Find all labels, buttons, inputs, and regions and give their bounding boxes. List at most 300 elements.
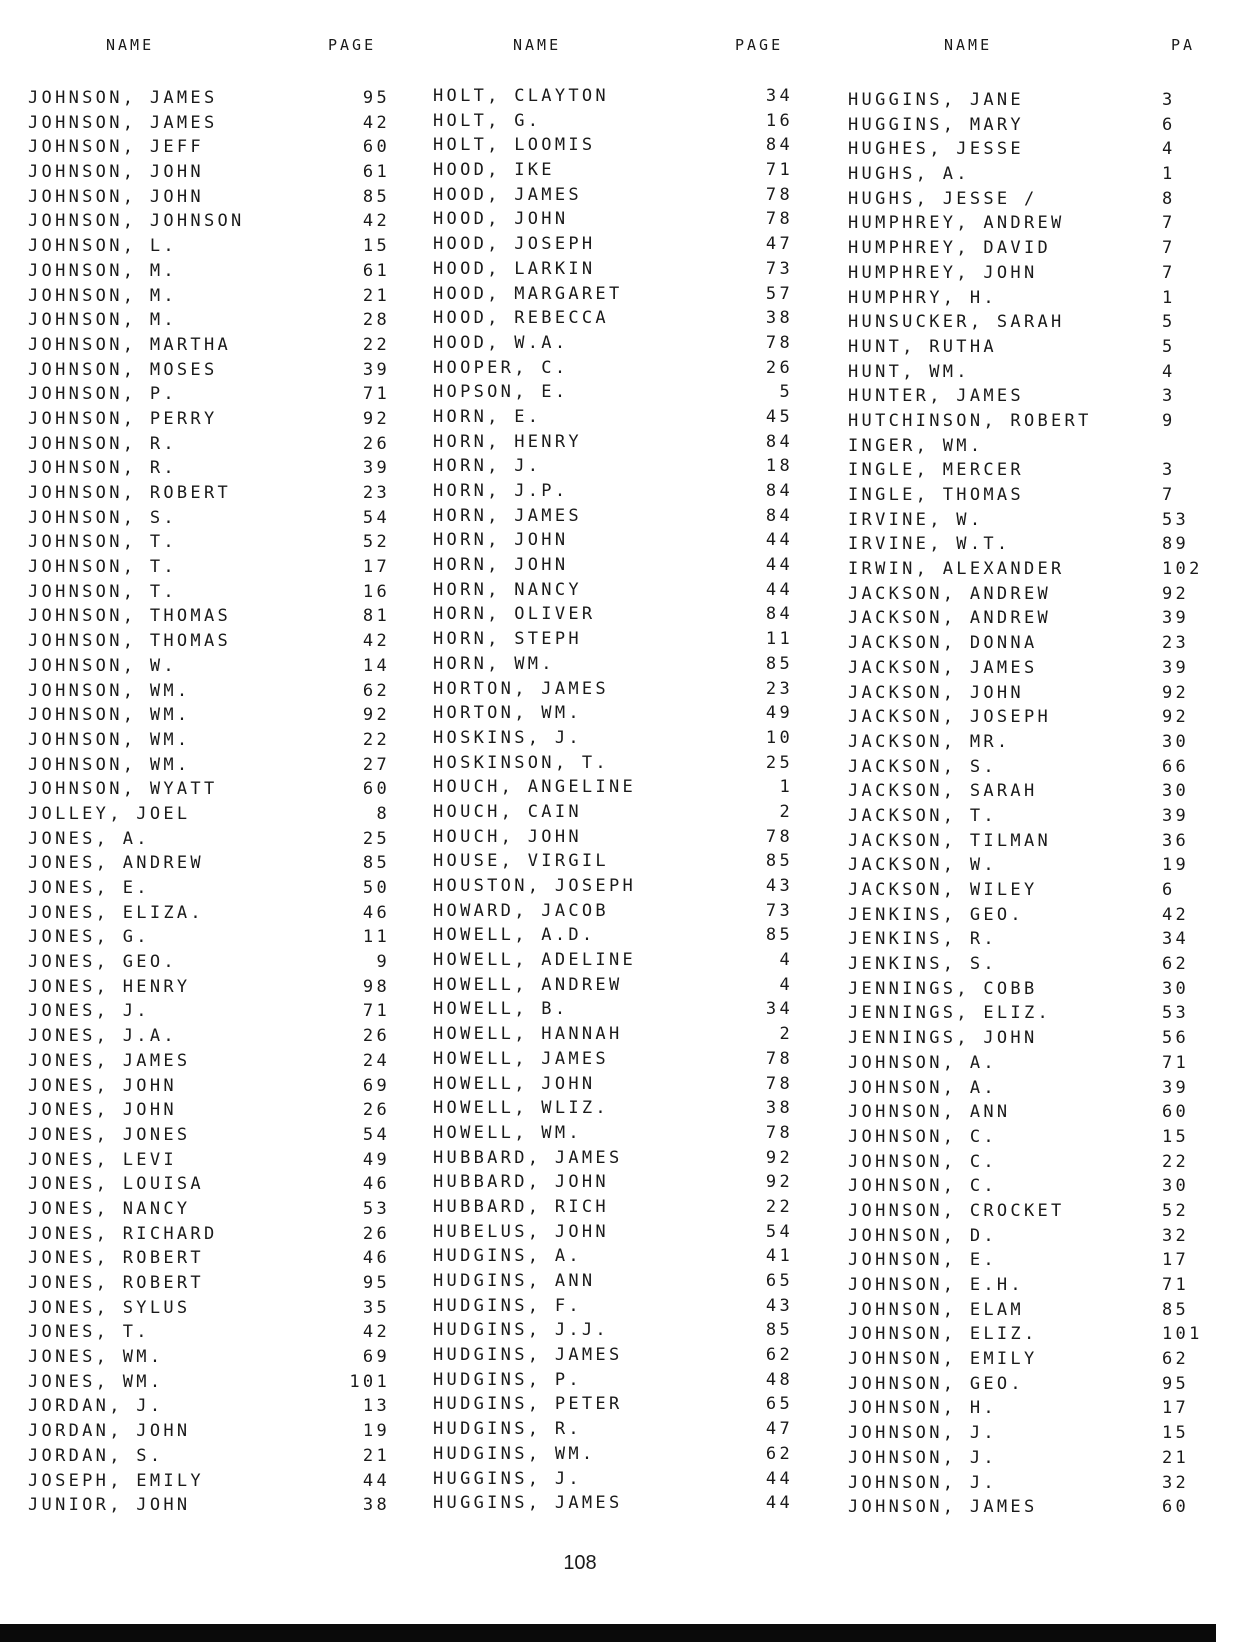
entry-page: 84	[765, 135, 793, 156]
entry-page: 32	[1162, 1225, 1190, 1246]
entry-page: 9	[376, 952, 390, 973]
entry-name: HOWELL, A.D.	[433, 925, 596, 946]
entry-page: 71	[765, 160, 793, 181]
entry-name: HUDGINS, ANN	[433, 1271, 596, 1291]
entry-page: 3	[1162, 386, 1176, 407]
entry-page: 39	[1162, 608, 1190, 629]
entry-page: 85	[362, 186, 390, 207]
entry-page: 46	[362, 902, 390, 923]
entry-name: HOWELL, ANDREW	[433, 974, 623, 995]
entry-name: HUGGINS, JAMES	[433, 1493, 623, 1514]
page-header: PA	[1171, 36, 1196, 54]
entry-page: 43	[765, 876, 793, 896]
entry-name: JACKSON, W.	[848, 855, 997, 876]
entry-page: 61	[362, 260, 390, 281]
entry-name: HOWELL, WLIZ.	[433, 1098, 609, 1119]
entry-name: JENKINS, R.	[848, 929, 997, 950]
entry-page: 60	[1162, 1497, 1190, 1518]
entry-name: JONES, HENRY	[28, 976, 191, 997]
entry-name: HUBBARD, JOHN	[433, 1172, 609, 1193]
entry-page: 92	[765, 1147, 793, 1168]
entry-page: 3	[1162, 460, 1176, 481]
entry-page: 47	[765, 234, 793, 255]
entry-page: 95	[362, 1273, 390, 1293]
entry-page: 53	[362, 1198, 390, 1219]
entry-page: 42	[362, 631, 390, 652]
entry-name: HUMPHREY, DAVID	[848, 238, 1052, 259]
entry-name: JOHNSON, S.	[28, 507, 177, 528]
entry-name: JOHNSON, JEFF	[28, 137, 204, 158]
entry-page: 44	[765, 579, 793, 600]
entry-page: 27	[362, 754, 390, 775]
entry-name: JACKSON, DONNA	[848, 633, 1038, 654]
entry-page: 49	[362, 1149, 390, 1170]
entry-name: JONES, A.	[28, 828, 150, 849]
entry-page: 38	[765, 308, 793, 329]
entry-name: HUNTER, JAMES	[848, 386, 1024, 407]
entry-name: HORN, J.P.	[433, 481, 569, 501]
entry-name: JONES, LOUISA	[28, 1174, 204, 1195]
entry-name: HOUSE, VIRGIL	[433, 851, 609, 872]
entry-page: 85	[765, 1320, 793, 1341]
entry-name: HUGGINS, J.	[433, 1468, 582, 1489]
entry-name: JOHNSON, WYATT	[28, 779, 218, 800]
entry-page: 21	[1162, 1447, 1190, 1468]
entry-name: HUNT, WM.	[848, 361, 970, 382]
scan-border	[0, 1624, 1216, 1642]
entry-name: JOHNSON, ROBERT	[28, 483, 232, 503]
entry-name: JOHNSON, T.	[28, 557, 177, 578]
entry-page: 85	[362, 853, 390, 874]
entry-page: 24	[362, 1050, 390, 1071]
entry-name: JORDAN, JOHN	[28, 1421, 191, 1442]
entry-name: JACKSON, TILMAN	[848, 830, 1052, 851]
entry-page: 60	[362, 779, 390, 800]
entry-page: 71	[1162, 1052, 1190, 1073]
entry-name: JORDAN, S.	[28, 1445, 164, 1466]
entry-page: 22	[1162, 1151, 1190, 1172]
entry-name: JOHNSON, R.	[28, 433, 177, 454]
entry-page: 16	[765, 110, 793, 131]
entry-page: 98	[362, 976, 390, 997]
entry-page: 73	[765, 258, 793, 279]
entry-page: 62	[765, 1443, 793, 1464]
entry-page: 1	[1162, 164, 1176, 185]
entry-name: HOWARD, JACOB	[433, 900, 609, 921]
entry-name: JOHNSON, W.	[28, 655, 177, 676]
entry-name: HUDGINS, R.	[433, 1419, 582, 1440]
entry-page: 22	[362, 334, 390, 355]
entry-name: HUGHS, A.	[848, 164, 970, 185]
entry-name: JACKSON, JAMES	[848, 657, 1038, 678]
entry-page: 43	[765, 1295, 793, 1316]
entry-page: 95	[362, 88, 390, 108]
entry-name: HUNT, RUTHA	[848, 336, 997, 357]
entry-page: 46	[362, 1248, 390, 1269]
entry-page: 46	[362, 1174, 390, 1195]
entry-page: 78	[765, 1073, 793, 1094]
entry-name: JENKINS, GEO.	[848, 904, 1024, 925]
entry-page: 71	[362, 384, 390, 405]
entry-page: 44	[765, 1468, 793, 1489]
entry-page: 26	[362, 433, 390, 454]
entry-page: 30	[1162, 781, 1190, 802]
entry-page: 7	[1162, 238, 1176, 259]
entry-page: 15	[1162, 1423, 1190, 1444]
entry-name: HUDGINS, F.	[433, 1295, 582, 1316]
entry-name: HORN, E.	[433, 406, 542, 427]
entry-name: JACKSON, ANDREW	[848, 583, 1052, 604]
entry-page: 42	[362, 1322, 390, 1343]
entry-page: 57	[765, 283, 793, 304]
entry-page: 11	[362, 927, 390, 948]
entry-page: 26	[362, 1223, 390, 1244]
entry-page: 16	[362, 581, 390, 602]
entry-page: 18	[765, 456, 793, 477]
entry-page: 42	[362, 211, 390, 232]
entry-page: 19	[362, 1421, 390, 1442]
entry-name: HUGHS, JESSE /	[848, 188, 1038, 209]
entry-page: 48	[765, 1369, 793, 1390]
entry-page: 4	[1162, 361, 1176, 382]
entry-name: JOHNSON, JOHN	[28, 186, 204, 207]
entry-name: JONES, J.	[28, 1001, 150, 1022]
entry-name: JACKSON, SARAH	[848, 781, 1038, 802]
entry-page: 54	[362, 1124, 390, 1145]
entry-page: 34	[1162, 929, 1190, 950]
entry-name: INGLE, MERCER	[848, 460, 1024, 481]
entry-page: 1	[779, 777, 793, 798]
entry-name: JOHNSON, WM.	[28, 705, 191, 726]
entry-name: JENNINGS, JOHN	[848, 1028, 1038, 1049]
entry-name: INGLE, THOMAS	[848, 485, 1024, 505]
page-header: PAGE	[735, 36, 784, 54]
entry-name: JOHNSON, M.	[28, 260, 177, 281]
entry-name: JENKINS, S.	[848, 954, 997, 975]
entry-page: 7	[1162, 262, 1176, 283]
entry-page: 49	[765, 703, 793, 724]
entry-page: 5	[1162, 312, 1176, 333]
entry-name: HUBBARD, JAMES	[433, 1147, 623, 1168]
entry-name: HOLT, G.	[433, 110, 542, 131]
entry-name: JOHNSON, C.	[848, 1126, 997, 1147]
entry-page: 62	[362, 680, 390, 701]
entry-name: HUDGINS, PETER	[433, 1394, 623, 1415]
entry-name: HOWELL, ADELINE	[433, 950, 637, 971]
entry-name: JACKSON, MR.	[848, 731, 1011, 752]
entry-name: HORTON, JAMES	[433, 678, 609, 699]
entry-page: 44	[765, 1493, 793, 1514]
entry-page: 89	[1162, 534, 1190, 555]
entry-name: JACKSON, JOSEPH	[848, 707, 1052, 728]
entry-page: 54	[362, 507, 390, 528]
index-column-1	[28, 36, 390, 1516]
entry-name: HOOD, REBECCA	[433, 308, 609, 329]
page-header: PAGE	[328, 36, 377, 54]
entry-page: 62	[765, 1345, 793, 1366]
entry-name: HORN, STEPH	[433, 629, 582, 650]
entry-name: HUBBARD, RICH	[433, 1196, 609, 1217]
entry-page: 25	[362, 828, 390, 849]
entry-name: JOHNSON, A.	[848, 1052, 997, 1073]
entry-page: 15	[1162, 1126, 1190, 1147]
entry-page: 23	[765, 678, 793, 699]
entry-name: JOHNSON, ELAM	[848, 1299, 1024, 1320]
entry-name: JOHNSON, P.	[28, 384, 177, 405]
entry-name: JOHNSON, JAMES	[28, 88, 218, 108]
entry-page: 2	[779, 801, 793, 822]
entry-name: HOUSTON, JOSEPH	[433, 876, 637, 896]
entry-name: JOHNSON, JAMES	[848, 1497, 1038, 1518]
entry-name: JOHNSON, EMILY	[848, 1349, 1038, 1370]
entry-name: JONES, J.A.	[28, 1026, 177, 1047]
entry-name: HORN, JOHN	[433, 555, 569, 576]
entry-name: JONES, LEVI	[28, 1149, 177, 1170]
entry-name: JOHNSON, L.	[28, 236, 177, 257]
entry-page: 17	[362, 557, 390, 578]
entry-page: 45	[765, 406, 793, 427]
entry-name: JONES, JONES	[28, 1124, 191, 1145]
entry-page: 5	[1162, 336, 1176, 357]
entry-name: HOUCH, JOHN	[433, 826, 582, 847]
entry-page: 92	[362, 408, 390, 429]
entry-page: 85	[765, 851, 793, 872]
entry-name: JOHNSON, C.	[848, 1151, 997, 1172]
entry-name: HORN, HENRY	[433, 431, 582, 452]
entry-name: HORN, WM.	[433, 653, 555, 674]
entry-name: HUMPHREY, ANDREW	[848, 213, 1065, 234]
entry-page: 28	[362, 310, 390, 331]
entry-page: 95	[1162, 1373, 1190, 1394]
entry-page: 39	[1162, 657, 1190, 678]
entry-name: HOWELL, B.	[433, 999, 569, 1020]
entry-page: 50	[362, 878, 390, 898]
entry-page: 26	[362, 1026, 390, 1047]
entry-page: 71	[362, 1001, 390, 1022]
entry-name: JACKSON, ANDREW	[848, 608, 1052, 629]
entry-name: JONES, WM.	[28, 1371, 164, 1392]
entry-name: JACKSON, JOHN	[848, 682, 1024, 703]
entry-name: JOHNSON, M.	[28, 285, 177, 306]
entry-name: JOHNSON, JOHNSON	[28, 211, 245, 232]
entry-page: 10	[765, 727, 793, 748]
entry-name: HOWELL, JOHN	[433, 1073, 596, 1094]
entry-name: JONES, ELIZA.	[28, 902, 204, 923]
entry-name: JOHNSON, H.	[848, 1398, 997, 1419]
entry-page: 85	[1162, 1299, 1190, 1320]
entry-page: 85	[765, 925, 793, 946]
entry-name: JOHNSON, GEO.	[848, 1373, 1024, 1394]
entry-name: HOOD, W.A.	[433, 332, 569, 353]
entry-name: HOOD, JAMES	[433, 184, 582, 205]
page-number: 108	[563, 1552, 597, 1574]
entry-name: JOHNSON, THOMAS	[28, 606, 232, 627]
entry-page: 69	[362, 1347, 390, 1368]
entry-name: HUDGINS, P.	[433, 1369, 582, 1390]
entry-page: 84	[765, 505, 793, 526]
entry-name: JOHNSON, D.	[848, 1225, 997, 1246]
entry-page: 84	[765, 604, 793, 625]
entry-page: 38	[362, 1495, 390, 1516]
entry-page: 7	[1162, 213, 1176, 234]
entry-page: 56	[1162, 1028, 1190, 1049]
entry-page: 65	[765, 1394, 793, 1415]
entry-page: 39	[362, 359, 390, 380]
entry-page: 41	[765, 1246, 793, 1267]
entry-page: 71	[1162, 1275, 1190, 1295]
entry-page: 102	[1162, 559, 1203, 580]
entry-name: HOLT, CLAYTON	[433, 86, 609, 106]
entry-page: 22	[765, 1196, 793, 1217]
entry-page: 30	[1162, 978, 1190, 999]
entry-page: 21	[362, 1445, 390, 1466]
entry-page: 92	[1162, 583, 1190, 604]
entry-name: HOOD, MARGARET	[433, 283, 623, 304]
entry-name: JOSEPH, EMILY	[28, 1470, 204, 1491]
entry-name: HUGHES, JESSE	[848, 139, 1024, 160]
entry-page: 92	[362, 705, 390, 726]
entry-page: 101	[349, 1371, 390, 1392]
entry-name: HOSKINSON, T.	[433, 752, 609, 773]
entry-page: 62	[1162, 1349, 1190, 1370]
entry-page: 53	[1162, 1003, 1190, 1024]
entry-name: JOHNSON, ELIZ.	[848, 1324, 1038, 1345]
entry-name: JUNIOR, JOHN	[28, 1495, 191, 1516]
entry-name: HOPSON, E.	[433, 382, 569, 403]
entry-page: 30	[1162, 731, 1190, 752]
entry-page: 17	[1162, 1250, 1190, 1271]
entry-page: 78	[765, 1122, 793, 1143]
entry-name: JONES, JAMES	[28, 1050, 191, 1071]
entry-name: JORDAN, J.	[28, 1396, 164, 1417]
entry-name: JOHNSON, M.	[28, 310, 177, 331]
entry-name: JOHNSON, WM.	[28, 680, 191, 701]
entry-name: HORN, J.	[433, 456, 542, 477]
entry-name: JONES, ROBERT	[28, 1248, 204, 1269]
entry-page: 66	[1162, 756, 1190, 777]
entry-name: JONES, T.	[28, 1322, 150, 1343]
entry-page: 35	[362, 1297, 390, 1318]
entry-page: 9	[1162, 410, 1176, 431]
column-header	[848, 36, 1216, 60]
entry-name: HOOPER, C.	[433, 357, 569, 378]
entry-name: HUDGINS, WM.	[433, 1443, 596, 1464]
entry-name: JOHNSON, J.	[848, 1472, 997, 1493]
entry-name: JACKSON, T.	[848, 805, 997, 826]
entry-page: 22	[362, 729, 390, 750]
entry-page: 17	[1162, 1398, 1190, 1419]
entry-name: HUTCHINSON, ROBERT	[848, 410, 1092, 431]
entry-name: IRVINE, W.T.	[848, 534, 1011, 555]
entry-name: JOHNSON, R.	[28, 458, 177, 479]
entry-name: HUBELUS, JOHN	[433, 1221, 609, 1242]
entry-page: 62	[1162, 954, 1190, 975]
entry-page: 73	[765, 900, 793, 921]
entry-page: 92	[1162, 682, 1190, 703]
entry-page: 4	[779, 950, 793, 971]
name-header: NAME	[513, 36, 562, 54]
entry-name: JONES, G.	[28, 927, 150, 948]
entry-page: 78	[765, 332, 793, 353]
entry-name: JONES, JOHN	[28, 1075, 177, 1096]
entry-page: 23	[1162, 633, 1190, 654]
entry-page: 78	[765, 209, 793, 230]
entry-name: HORN, NANCY	[433, 579, 582, 600]
entry-page: 78	[765, 826, 793, 847]
entry-name: JOHNSON, PERRY	[28, 408, 218, 429]
entry-name: HUDGINS, J.J.	[433, 1320, 609, 1341]
entry-name: JOHNSON, WM.	[28, 729, 191, 750]
entry-name: HORTON, WM.	[433, 703, 582, 724]
entry-page: 84	[765, 481, 793, 501]
entry-page: 11	[765, 629, 793, 650]
entry-page: 44	[362, 1470, 390, 1491]
entry-page: 8	[1162, 188, 1176, 209]
entry-name: JONES, RICHARD	[28, 1223, 218, 1244]
entry-page: 39	[362, 458, 390, 479]
entry-name: HORN, OLIVER	[433, 604, 596, 625]
entry-name: HUMPHREY, JOHN	[848, 262, 1038, 283]
entry-name: HOOD, LARKIN	[433, 258, 596, 279]
entry-name: JOHNSON, C.	[848, 1176, 997, 1197]
entry-name: HOWELL, WM.	[433, 1122, 582, 1143]
entry-page: 42	[1162, 904, 1190, 925]
entry-page: 19	[1162, 855, 1190, 876]
entry-page: 3	[1162, 90, 1176, 110]
entry-name: JACKSON, S.	[848, 756, 997, 777]
index-column-3	[848, 36, 1216, 1518]
entry-page: 36	[1162, 830, 1190, 851]
entry-name: HUGGINS, MARY	[848, 114, 1024, 135]
entry-name: JONES, ANDREW	[28, 853, 204, 874]
entry-name: HOUCH, ANGELINE	[433, 777, 637, 798]
index-column-2	[433, 36, 813, 1514]
entry-page: 23	[362, 483, 390, 503]
entry-page: 60	[1162, 1102, 1190, 1123]
entry-name: JONES, WM.	[28, 1347, 164, 1368]
entry-page: 54	[765, 1221, 793, 1242]
entry-page: 14	[362, 655, 390, 676]
entry-name: HOOD, IKE	[433, 160, 555, 181]
entry-name: JONES, JOHN	[28, 1100, 177, 1121]
entry-name: JOHNSON, MOSES	[28, 359, 218, 380]
entry-page: 4	[779, 974, 793, 995]
entry-name: HOSKINS, J.	[433, 727, 582, 748]
entry-page: 38	[765, 1098, 793, 1119]
entry-page: 5	[779, 382, 793, 403]
entry-name: JOLLEY, JOEL	[28, 803, 191, 824]
entry-page: 69	[362, 1075, 390, 1096]
entry-name: HOLT, LOOMIS	[433, 135, 596, 156]
entry-name: JOHNSON, ANN	[848, 1102, 1011, 1123]
entry-name: JOHNSON, E.H.	[848, 1275, 1024, 1295]
entry-name: JOHNSON, WM.	[28, 754, 191, 775]
entry-name: JONES, NANCY	[28, 1198, 191, 1219]
column-header	[28, 36, 388, 60]
entry-page: 52	[362, 532, 390, 553]
entry-page: 26	[765, 357, 793, 378]
entry-name: HUNSUCKER, SARAH	[848, 312, 1065, 333]
entry-name: JOHNSON, E.	[848, 1250, 997, 1271]
entry-page: 53	[1162, 509, 1190, 530]
entry-name: INGER, WM.	[848, 435, 984, 456]
entry-page: 8	[376, 803, 390, 824]
entry-name: HOOD, JOHN	[433, 209, 569, 230]
entry-name: HUGGINS, JANE	[848, 90, 1024, 110]
entry-page: 6	[1162, 114, 1176, 135]
entry-page: 92	[1162, 707, 1190, 728]
entry-name: HOOD, JOSEPH	[433, 234, 596, 255]
